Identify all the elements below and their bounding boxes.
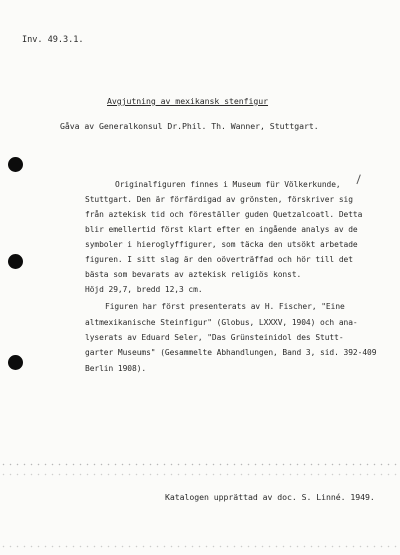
scan-noise <box>0 463 400 466</box>
measurements-line: Höjd 29,7, bredd 12,3 cm. <box>85 285 203 294</box>
donor-line: Gåva av Generalkonsul Dr.Phil. Th. Wanner, Stuttgart. <box>60 121 319 131</box>
inventory-number: Inv. 49.3.1. <box>22 35 84 45</box>
body-line: garter Museums" (Gesammelte Abhandlungen, Band 3, sid. 392-409 <box>85 348 377 357</box>
body-line: bästa som bevarats av aztekisk religiös konst. <box>85 270 302 279</box>
punch-hole <box>8 254 23 269</box>
body-line: symboler i hieroglyffigurer, som täcka den utsökt arbetade <box>85 240 358 249</box>
punch-hole <box>8 157 23 172</box>
punch-hole <box>8 355 23 370</box>
pen-mark <box>356 174 364 185</box>
scan-noise <box>0 545 400 548</box>
body-line: lyserats av Eduard Seler, "Das Grünsteinidol des Stutt- <box>85 333 344 342</box>
body-line: Figuren har först presenterats av H. Fischer, "Eine <box>105 302 345 311</box>
body-line: Berlin 1908). <box>85 364 147 373</box>
body-line: Originalfiguren finnes i Museum für Völkerkunde, <box>115 180 341 189</box>
body-line: figuren. I sitt slag är den oöverträffad och hör till det <box>85 255 353 264</box>
document-title: Avgjutning av mexikansk stenfigur <box>107 96 269 106</box>
body-line: blir emellertid först klart efter en ingående analys av de <box>85 225 358 234</box>
catalog-author: Katalogen upprättad av doc. S. Linné. 1949. <box>165 492 375 502</box>
body-line: Stuttgart. Den är förfärdigad av grönsten, förskriver sig <box>85 195 353 204</box>
body-line: altmexikanische Steinfigur" (Globus, LXXXV, 1904) och ana- <box>85 318 358 327</box>
scan-noise <box>0 473 400 476</box>
body-line: från aztekisk tid och föreställer guden Quetzalcoatl. Detta <box>85 210 363 219</box>
